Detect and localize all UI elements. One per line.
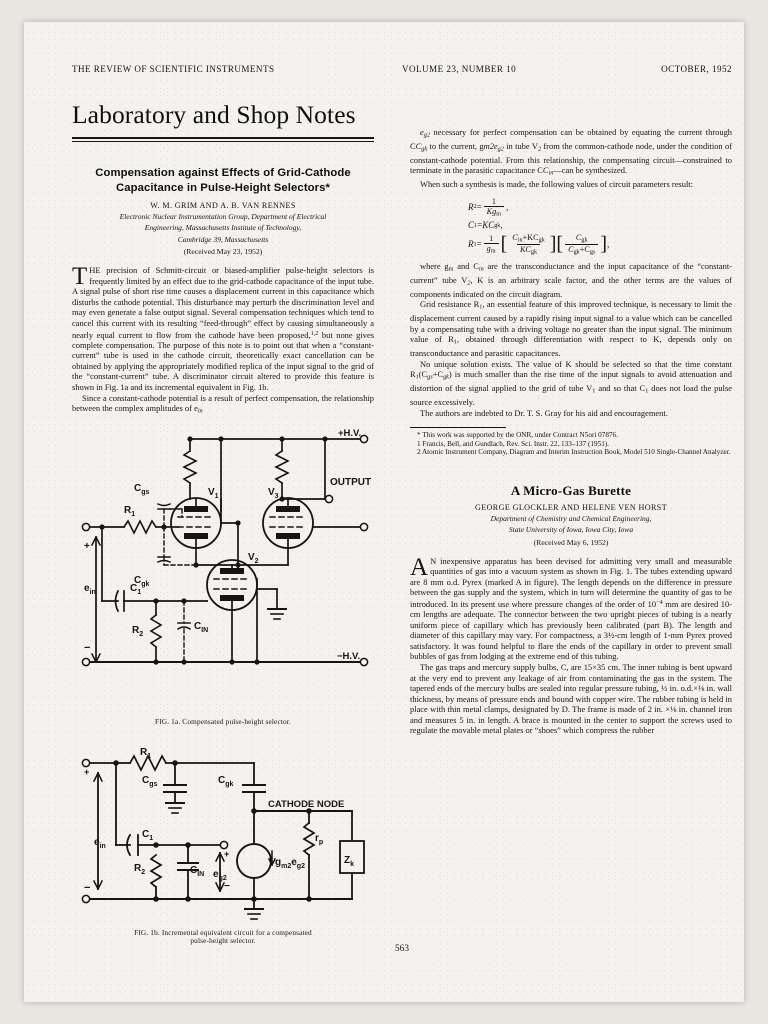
eq2-rhs-sub: gk <box>494 221 501 229</box>
label-eg2: $e_{g2}$ <box>213 868 227 882</box>
label-cgsb: $C_{gs}$ <box>142 774 158 788</box>
page-number: 563 <box>395 944 409 954</box>
eq3-f1-den-sub: m <box>490 247 496 255</box>
label-hv-minus: −H.V. <box>337 651 361 663</box>
article1-paragraph-3: $e_{g2}$ necessary for perfect compensation can be obtained by equating the current through $CC_{gk}$ to the current, $gm2e_{g2}$ in tube $V_2$ from the common-cathode node, under the condition of constant-cathode potential. From this relationship, the compensating circuit—constrained to terminate in the parasitic capacitance $CC_{in}—can$ be synthesized. <box>410 127 733 177</box>
running-head <box>72 64 732 86</box>
label-cin: $C_{IN}$ <box>194 621 209 635</box>
article1-para3-rest: to the current, g <box>427 140 484 151</box>
article2-para1-superscript: −4 <box>656 598 663 606</box>
article1-para7-b: +C <box>432 369 444 380</box>
eq3-f2-den-text: KC <box>519 244 531 254</box>
article1-para7-lead: No unique solution exists. The value of K should be selected so that the time constant R <box>410 358 732 380</box>
article1-para6-b: , obtained through differentiation with respect to K, depends only on transconductance and parasitic capacitances. <box>410 334 732 359</box>
eq3-f3-den2-sub: gs <box>589 247 596 255</box>
dropcap-A: A <box>410 553 429 581</box>
article1-para1-continued: but none gives complete compensation. The purpose of this note is to point out that when a “constant-current” tube is used in the cathode circuit, theoretically exact cancellation can be obtained by applying the appropriately modified replica of the input signal to the grid of the “constant-current” tube. A discriminator circuit altered to provide this feature is shown in Fig. 1a and its incremental equivalent in Fig. 1b. <box>72 329 374 393</box>
eq3-tail: , <box>607 239 610 250</box>
eq3-bracket-close-1: ] <box>549 233 557 256</box>
label-minus-b: − <box>84 881 91 894</box>
label-eg2-minus: − <box>224 880 230 892</box>
article1-authors: W. M. GRIM AND A. B. VAN RENNES <box>150 201 296 210</box>
running-head-volume: VOLUME 23, NUMBER 10 <box>402 64 517 74</box>
label-rp: $r_p$ <box>315 832 324 846</box>
article2-authors: GEORGE GLOCKLER AND HELENE VEN HORST <box>474 502 668 512</box>
article1-para2-text: Since a constant-cathode potential is a result of perfect compensation, the relationship between the complex amplitudes of e <box>72 392 374 414</box>
label-c1b: $C_1$ <box>142 828 154 842</box>
figure-1b-caption-line2: pulse-height selector. <box>190 936 256 946</box>
article2-affiliation-line2: State University of Iowa, Iowa City, Iowa <box>508 525 634 535</box>
eq3-f3-den-sub: gk <box>573 247 580 255</box>
article1-para1-text: HE precision of Schmitt-circuit or biased-amplifier pulse-height selectors is frequently limited by an effect due to the grid-cathode capacitance of the input tube. A signal pulse of short rise time causes a displacement current in this capacitance which disturbs the cathode potential. This disturbance may perturb the discrimination level and may even generate a false output signal. Several compensation techniques which tend to cancel this current with its resulting “feed-through” effect by causing simultaneously a nearly equal current to flow from the cathode have been proposed, <box>72 265 374 340</box>
label-eg2-plus: + <box>224 848 230 859</box>
article1-paragraph-4: When such a synthesis is made, the following values of circuit parameters result: <box>420 179 693 190</box>
equation-3: R 1 = $\frac{1}{g_m}$ [ $\frac{C_{in}+KC_{gk}}{KC_{gk}}$ ] [ $\frac{C_{gk}}{C_{gk}+C_{gs}}$ ] , <box>468 233 610 256</box>
article1-paragraph-7: No unique solution exists. The value of K should be selected so that the time constant $R_1(C_{gs}+C_{gk})$ is much smaller than the rise time of the input signals to avoid attenuation and distortion of the signal applied to the grid of tube $V_1$ and so that $C_1$ does not load the pulse source excessively. <box>410 358 732 408</box>
eq2-tail: , <box>500 220 503 231</box>
article2-para1-continued: mm are desired 10-cm lengths are adequate. The connector between the two upright pieces of tubing is a nearly uniform piece of capillary which has previously been calibrated (part B). The length and diameter of this capillary may vary. For compactness, a 3½-cm length of 1-mm Pyrex proved satisfactory. It was found helpful to flare the ends of the capillary in order to prevent small bubbles of gas from lodging at the extreme end of this tubing. <box>410 598 733 662</box>
label-v3: $V_3$ <box>268 487 279 501</box>
scanned-page <box>24 22 744 1002</box>
masthead-title: Laboratory and Shop Notes <box>72 100 356 129</box>
article1-para1-refs: 1,2 <box>310 329 319 337</box>
figure-1a-circuit <box>72 425 374 715</box>
article1-para6-lead: Grid resistance R <box>420 299 480 310</box>
label-cgk: $C_{gk}$ <box>134 575 150 589</box>
article2-paragraph-1 <box>410 553 733 662</box>
right-column <box>410 94 732 736</box>
eq3-f2-num <box>509 233 547 243</box>
dropcap-T: T <box>72 263 88 291</box>
footnote-1: 1 Francis, Bell, and Gundlach, Rev. Sci. Instr. 22, 133–137 (1951). <box>417 439 609 448</box>
label-zk: $Z_k$ <box>344 854 355 868</box>
masthead-rule-thick <box>72 137 374 139</box>
article1-para3-tail: —can be synthesized. <box>553 165 628 176</box>
label-r1: $R_1$ <box>124 505 136 519</box>
figure-1b <box>72 741 374 946</box>
article1-affiliation-line1: Electronic Nuclear Instrumentation Group, Department of Electrical <box>119 212 327 221</box>
article1-para3-rest2: in tube V <box>503 140 538 151</box>
figure-1a <box>72 425 374 727</box>
article1-paragraph-6: Grid resistance $R_1$, an essential feature of this improved technique, is necessary to limit the displacement current caused by a rapidly rising input signal to a value which can be cancelled by a compensating tube with a driving voltage no greater than the input signal. The minimum value of $R_1$, obtained through differentiation with respect to K, depends only on transconductance and parasitic capacitances. <box>410 299 732 359</box>
eq3-f2-num-c: C <box>512 233 518 243</box>
eq3-fraction-3 <box>565 233 598 255</box>
article1-para5-b: are the transconductance and the input capacitance of the “constant-current” tube V <box>410 260 732 285</box>
label-cathode-node: CATHODE NODE <box>268 798 345 810</box>
article1-para7-a: (C <box>418 369 428 380</box>
figure-1b-caption-line1: FIG. 1b. Incremental equivalent circuit for a compensated <box>134 927 312 937</box>
article1-affiliation-line2: Engineering, Massachusetts Institute of Technology, <box>144 223 302 233</box>
footnote-star: * This work was supported by the ONR, under Contract N5ori 07876. <box>417 431 618 440</box>
eq3-f2-num-sub: in <box>517 236 523 244</box>
masthead-rule-thin <box>72 141 374 142</box>
figure-1a-caption: FIG. 1a. Compensated pulse-height selector. <box>155 717 291 727</box>
eq3-f2-num2-sub: gk <box>538 236 545 244</box>
label-cinb: $C_{IN}$ <box>190 864 205 878</box>
article1-para3-lead: necessary for perfect compensation can be obtained by equating the current through C <box>410 127 733 151</box>
label-r2b: $R_2$ <box>134 862 146 876</box>
label-polarity-plus: + <box>84 541 90 553</box>
label-cgs: $C_{gs}$ <box>134 483 150 497</box>
label-c1: $C_1$ <box>130 583 142 597</box>
eq1-fraction <box>484 197 504 217</box>
article1-para7-e: does not load the pulse source excessively. <box>410 383 732 408</box>
eq3-f1-den-text: g <box>486 243 491 253</box>
article1-para7-c: ) is much smaller than the rise time of the input signals to avoid attenuation and distortion of the signal applied to the grid of tube V <box>410 369 732 394</box>
eq2-lhs: C <box>468 220 475 231</box>
page-content <box>72 64 732 974</box>
label-einb: $e_{in}$ <box>94 836 106 850</box>
label-output: OUTPUT <box>330 477 372 489</box>
eq3-f2-den-sub: gk <box>530 247 538 255</box>
figure-1b-circuit <box>72 741 374 926</box>
eq3-f2-den <box>517 244 540 255</box>
eq3-lhs: R <box>468 239 474 250</box>
eq3-f3-num <box>573 233 591 243</box>
article1-para5-a: and C <box>453 260 479 271</box>
article1-received-date: (Received May 23, 1952) <box>183 247 263 257</box>
equation-1: R 2 = $\frac{1}{Kg_m}$ , <box>468 196 509 218</box>
article1-para2-subscript: in <box>197 407 203 415</box>
label-v1: $V_1$ <box>208 487 219 501</box>
eq3-f3-num-sub: gk <box>581 236 588 244</box>
article2-received-date: (Received May 6, 1952) <box>533 537 609 547</box>
equation-block <box>410 197 732 255</box>
footnote-rule <box>410 427 506 428</box>
article1-affiliation-line3: Cambridge 39, Massachusetts <box>177 234 269 244</box>
label-r2: $R_2$ <box>132 625 144 639</box>
eq3-f3-den <box>565 244 598 255</box>
eq3-f3-num-c: C <box>575 233 582 243</box>
eq1-tail: , <box>506 201 509 212</box>
label-polarity-minus: − <box>84 642 91 655</box>
eq1-numerator: 1 <box>491 196 496 206</box>
article1-para5-lead: where g <box>420 260 449 271</box>
eq1-lhs-sub: 2 <box>473 203 477 211</box>
label-hv-plus: +H.V. <box>338 428 362 440</box>
eq3-f1-num: 1 <box>489 233 494 243</box>
eq3-f3-den2: +C <box>579 244 590 254</box>
footnote-2: 2 Atomic Instrument Company, Diagram and Interim Instruction Book, Model 510 Single-Channel Analyzer. <box>417 448 731 457</box>
running-head-date: OCTOBER, 1952 <box>661 64 732 74</box>
article2-paragraph-2: The gas traps and mercury supply bulbs, C, are 15×35 cm. The inner tubing is bent upward at the very end to prevent any leakage of air from contaminating the gas in the system. The tapered ends of the mercury bulbs are sealed into regular pressure tubing, ½ in. o.d.×⅛ in. wall thickness, by means of pressure ends and bound with copper wire. The rubber tubing is held in place with thin metal clamps, designated by D. The frame is made of 2 in. ×⅛ in. channel iron and measures 5 in. in length. A brace is mounted in the center to support the screws used to regulate the movable metal plates or “shoes” which compress the rubber <box>410 662 732 736</box>
eq3-bracket-open-2: [ <box>556 233 564 256</box>
label-r1b: $R_1$ <box>140 746 152 760</box>
eq1-den-text: Kg <box>486 206 497 216</box>
article2-para1-text: N inexpensive apparatus has been devised for admitting very small and measurable quantities of gas into a vacuum system as shown in Fig. 1. The tubes extending upward are 8 mm o.d. Pyrex (marked A in figure). The length depends on the difference in pressure between the gas supply and the system, which in turn will determine the quantity of gas to be introduced. In its present use where pressure changes of the order of 10 <box>410 555 732 609</box>
article1-title-line1: Compensation against Effects of Grid-Cathode <box>95 167 351 179</box>
label-v2: $V_2$ <box>248 552 259 566</box>
label-ein: $e_{in}$ <box>84 583 96 597</box>
eq1-lhs: R <box>468 201 474 212</box>
eq3-fraction-1 <box>484 234 499 254</box>
left-column <box>72 94 374 946</box>
eq3-bracket-open-1: [ <box>500 233 508 256</box>
eq3-f3-den-text: C <box>568 244 574 254</box>
article1-para7-d: and so that C <box>595 383 646 394</box>
eq3-f2-num2: +KC <box>522 233 539 243</box>
eq2-lhs-sub: 1 <box>474 221 478 229</box>
article1-paragraph-5: where $g_m$ and $C_{in}$ are the transconductance and the input capacitance of the “constant-current” tube $V_2$, K is an arbitrary scale factor, and the other terms are the values of components indicated on the circuit diagram. <box>410 260 732 299</box>
label-cgkb: $C_{gk}$ <box>218 774 234 788</box>
eq1-denominator <box>484 206 504 217</box>
eq3-lhs-sub: 1 <box>473 240 477 248</box>
article1-paragraph-1 <box>72 265 374 392</box>
label-plus-b: + <box>84 766 90 777</box>
article2-title: A Micro-Gas Burette <box>510 482 632 498</box>
eq3-f1-den <box>484 243 499 254</box>
eq3-fraction-2 <box>509 233 547 255</box>
article1-para5-c: , K is an arbitrary scale factor, and the other terms are the values of components indicated on the circuit diagram. <box>410 274 732 299</box>
article1-paragraph-2 <box>72 393 374 417</box>
label-gm2eg2: $g_{m2}e_{g2}$ <box>275 856 305 870</box>
article1-para3-rest3: from the common-cathode node, under the condition of constant-cathode potential. From this relationship, the compensating circuit—constrained to terminate in the parasitic capacitance C <box>410 140 733 176</box>
article1-para6-a: , an essential feature of this improved technique, is necessary to limit the displacement current caused by a rapidly rising input signal to a value which can be cancelled by a compensating tube with a driving voltage no greater than the input signal. The minimum value of R <box>410 299 732 345</box>
article1-paragraph-8: The authors are indebted to Dr. T. S. Gray for his aid and encouragement. <box>420 407 668 418</box>
eq3-bracket-close-2: ] <box>600 233 608 256</box>
running-head-journal: THE REVIEW OF SCIENTIFIC INSTRUMENTS <box>72 64 275 74</box>
equation-2: C 1 = KC gk , <box>468 220 503 231</box>
article2-affiliation-line1: Department of Chemistry and Chemical Engineering, <box>490 513 652 523</box>
article1-title-line2: Capacitance in Pulse-Height Selectors* <box>115 182 331 194</box>
eq2-rhs: KC <box>482 220 495 231</box>
eq1-den-sub: m <box>496 210 502 218</box>
